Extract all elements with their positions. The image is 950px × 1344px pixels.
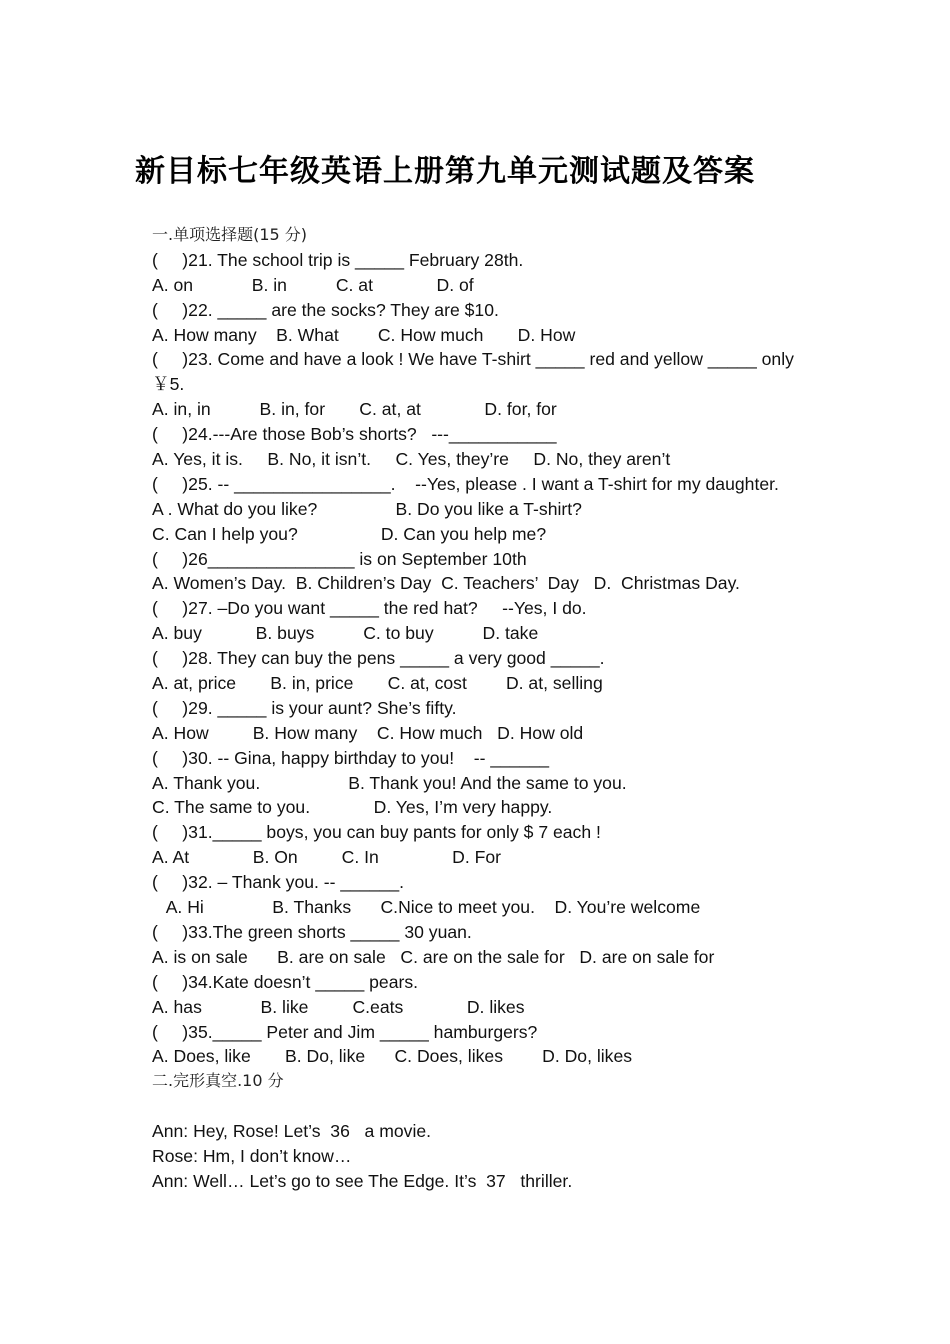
passage-line: Ann: Well… Let’s go to see The Edge. It’s 37 thriller. — [152, 1170, 573, 1191]
question-29: ( )29. _____ is your aunt? She’s fifty. — [152, 697, 457, 718]
question-27: ( )27. –Do you want _____ the red hat? --Yes, I do. — [152, 598, 587, 619]
options-28: A. at, price B. in, price C. at, cost D. at, selling — [152, 673, 603, 694]
question-35: ( )35._____ Peter and Jim _____ hamburgers? — [152, 1021, 538, 1042]
question-22: ( )22. _____ are the socks? They are $10. — [152, 299, 499, 320]
page-title: 新目标七年级英语上册第九单元测试题及答案 — [135, 154, 755, 189]
options-30-cd: C. The same to you. D. Yes, I’m very happy. — [152, 797, 553, 818]
options-30-ab: A. Thank you. B. Thank you! And the same to you. — [152, 772, 627, 793]
options-23: A. in, in B. in, for C. at, at D. for, for — [152, 399, 557, 420]
options-34: A. has B. like C.eats D. likes — [152, 996, 525, 1017]
options-25-cd: C. Can I help you? D. Can you help me? — [152, 523, 547, 544]
blank-line — [152, 1094, 842, 1119]
question-31: ( )31._____ boys, you can buy pants for only $ 7 each ! — [152, 822, 601, 843]
passage-line: Ann: Hey, Rose! Let’s 36 a movie. — [152, 1121, 432, 1142]
section-heading-cloze: 二.完形真空.10 分 — [152, 1071, 284, 1091]
question-28: ( )28. They can buy the pens _____ a very good _____. — [152, 648, 605, 669]
question-34: ( )34.Kate doesn’t _____ pears. — [152, 971, 419, 992]
question-23: ( )23. Come and have a look ! We have T-shirt _____ red and yellow _____ only — [152, 349, 794, 370]
question-32: ( )32. – Thank you. -- ______. — [152, 872, 404, 893]
passage-line: Rose: Hm, I don’t know… — [152, 1145, 352, 1166]
options-33: A. is on sale B. are on sale C. are on the sale for D. are on sale for — [152, 946, 715, 967]
options-31: A. At B. On C. In D. For — [152, 847, 502, 868]
question-24: ( )24.---Are those Bob’s shorts? ---___________ — [152, 424, 557, 445]
document-body — [152, 223, 842, 1194]
options-21: A. on B. in C. at D. of — [152, 274, 474, 295]
options-26: A. Women’s Day. B. Children’s Day C. Teachers’ Day D. Christmas Day. — [152, 573, 740, 594]
options-22: A. How many B. What C. How much D. How — [152, 324, 576, 345]
question-30: ( )30. -- Gina, happy birthday to you! -- ______ — [152, 747, 550, 768]
question-21: ( )21. The school trip is _____ February 28th. — [152, 249, 524, 270]
options-32: A. Hi B. Thanks C.Nice to meet you. D. You’re welcome — [152, 897, 701, 918]
question-25: ( )25. -- ________________. --Yes, please . I want a T-shirt for my daughter. — [152, 473, 779, 494]
options-35: A. Does, like B. Do, like C. Does, likes D. Do, likes — [152, 1046, 633, 1067]
question-23-continued: ￥5. — [152, 374, 185, 395]
question-26: ( )26_______________ is on September 10th — [152, 548, 527, 569]
options-27: A. buy B. buys C. to buy D. take — [152, 623, 539, 644]
options-24: A. Yes, it is. B. No, it isn’t. C. Yes, they’re D. No, they aren’t — [152, 449, 671, 470]
question-33: ( )33.The green shorts _____ 30 yuan. — [152, 921, 472, 942]
options-25-ab: A . What do you like? B. Do you like a T-shirt? — [152, 498, 582, 519]
section-heading-choice: 一.单项选择题(15 分) — [152, 225, 308, 244]
options-29: A. How B. How many C. How much D. How old — [152, 722, 584, 743]
